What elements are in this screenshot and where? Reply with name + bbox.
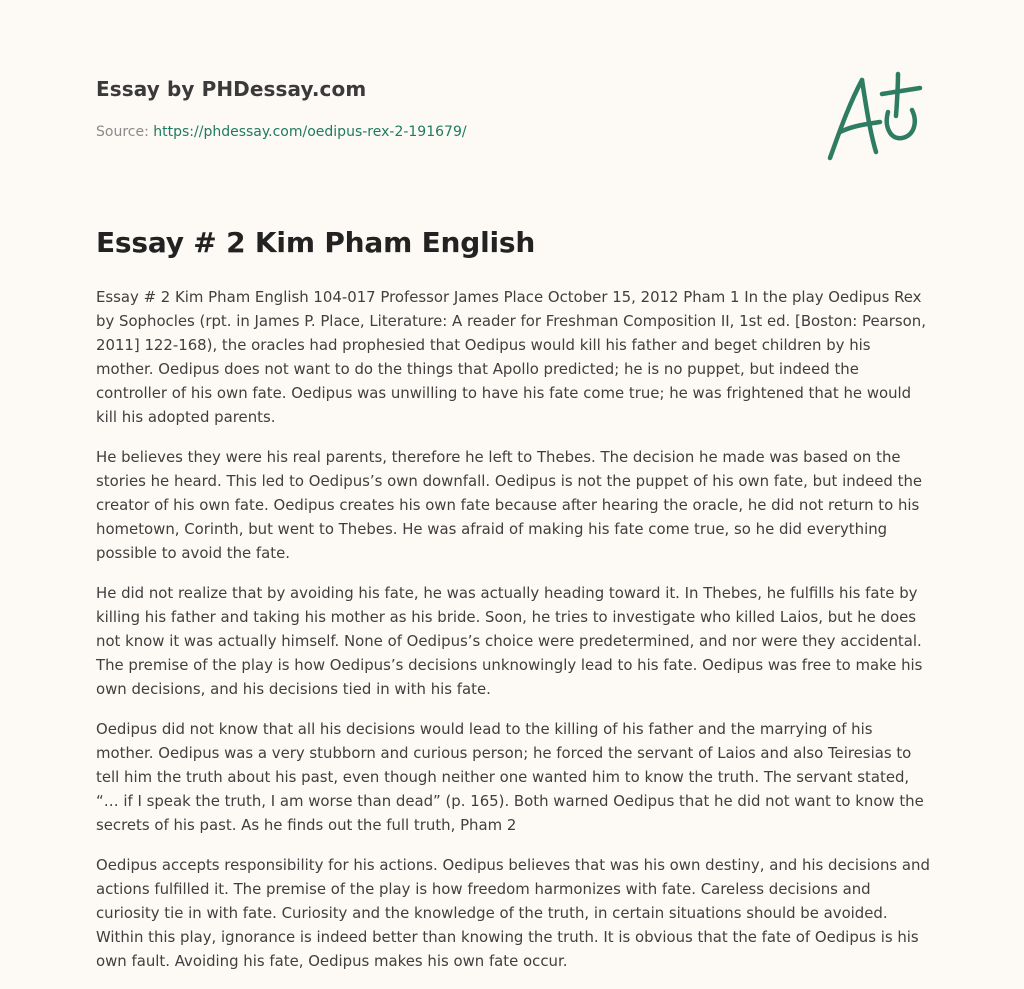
essay-body (96, 285, 932, 989)
source-link[interactable]: https://phdessay.com/oedipus-rex-2-191679/ (153, 124, 467, 140)
essay-paragraph: He believes they were his real parents, therefore he left to Thebes. The decision he made was based on the stories he heard. This led to Oedipus’s own downfall. Oedipus is not the puppet of his own fate, but indeed the creator of his own fate. Oedipus creates his own fate because after hearing the oracle, he did not return to his hometown, Corinth, but went to Thebes. He was afraid of making his fate come true, so he did everything possible to avoid the fate. (96, 448, 923, 562)
a-plus-logo-icon (822, 66, 932, 166)
essay-paragraph: Essay # 2 Kim Pham English 104-017 Professor James Place October 15, 2012 Pham 1 In the play Oedipus Rex by Sophocles (rpt. in James P. Place, Literature: A reader for Freshman Composition II, 1st ed. [Boston: Pearson, 2011] 122-168), the oracles had prophesied that Oedipus would kill his father and beget children by his mother. Oedipus does not want to do the things that Apollo predicted; he is no puppet, but indeed the controller of his own fate. Oedipus was unwilling to have his fate come true; he was frightened that he would kill his adopted parents. (96, 288, 926, 426)
essay-paragraph: Oedipus accepts responsibility for his actions. Oedipus believes that was his own destiny, and his decisions and actions fulfilled it. The premise of the play is how freedom harmonizes with fate. Careless decisions and curiosity tie in with fate. Curiosity and the knowledge of the truth, in certain situations should be avoided. Within this play, ignorance is indeed better than knowing the truth. It is obvious that the fate of Oedipus is his own fault. Avoiding his fate, Oedipus makes his own fate occur. (96, 856, 930, 970)
essay-paragraph: He did not realize that by avoiding his fate, he was actually heading toward it. In Thebes, he fulfills his fate by killing his father and taking his mother as his bride. Soon, he tries to investigate who killed Laios, but he does not know it was actually himself. None of Oedipus’s choice were predetermined, and nor were they accidental. The premise of the play is how Oedipus’s decisions unknowingly lead to his fate. Oedipus was free to make his own decisions, and his decisions tied in with his fate. (96, 584, 923, 698)
source-label: Source: (96, 124, 149, 140)
source-line (96, 124, 467, 140)
essay-title: Essay # 2 Kim Pham English (96, 226, 536, 259)
essay-paragraph: Oedipus did not know that all his decisions would lead to the killing of his father and the marrying of his mother. Oedipus was a very stubborn and curious person; he forced the servant of Laios and also Teiresias to tell him the truth about his past, even though neither one wanted him to know the truth. The servant stated, “… if I speak the truth, I am worse than dead” (p. 165). Both warned Oedipus that he did not want to know the secrets of his past. As he finds out the full truth, Pham 2 (96, 720, 924, 834)
site-title: Essay by PHDessay.com (96, 77, 367, 101)
